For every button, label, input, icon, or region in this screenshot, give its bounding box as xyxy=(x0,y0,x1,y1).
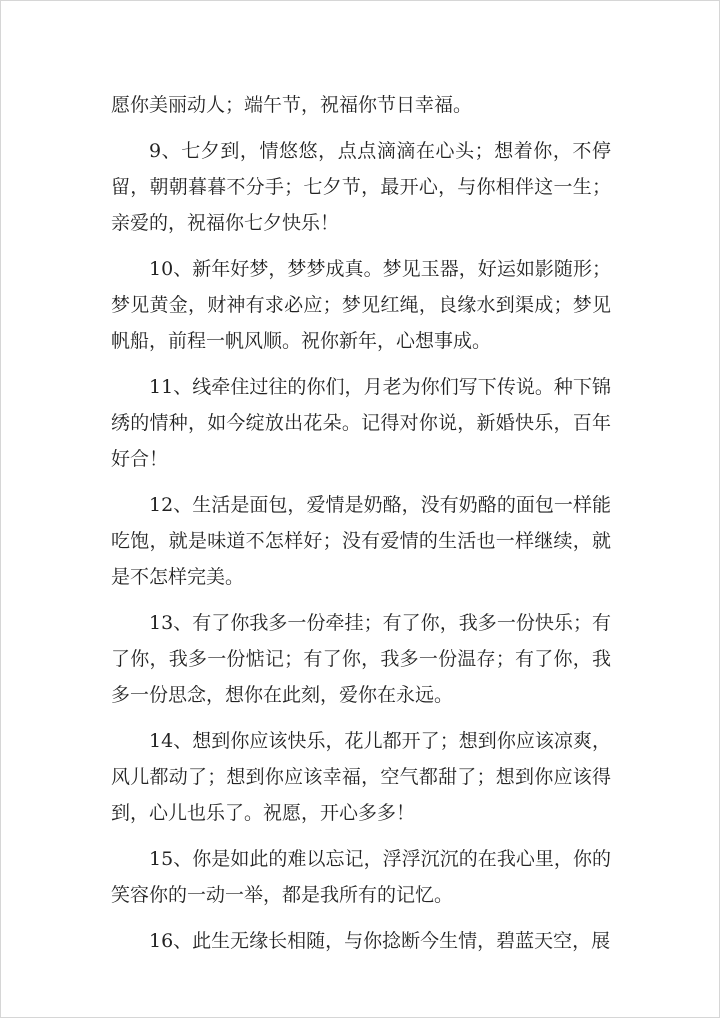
paragraph-11: 11、线牵住过往的你们，月老为你们写下传说。种下锦绣的情种，如今绽放出花朵。记得对你说，新婚快乐，百年好合！ xyxy=(111,376,611,470)
paragraph-9: 9、七夕到，情悠悠，点点滴滴在心头；想着你，不停留，朝朝暮暮不分手；七夕节，最开心，与你相伴这一生；亲爱的，祝福你七夕快乐！ xyxy=(111,140,611,234)
paragraph-15: 15、你是如此的难以忘记，浮浮沉沉的在我心里，你的笑容你的一动一举，都是我所有的记忆。 xyxy=(111,848,611,906)
paragraph-continuation: 愿你美丽动人；端午节，祝福你节日幸福。 xyxy=(111,94,473,116)
paragraph-16: 16、此生无缘长相随，与你捻断今生情，碧蓝天空，展 xyxy=(149,930,611,952)
document-body xyxy=(111,87,611,969)
paragraph-12: 12、生活是面包，爱情是奶酪，没有奶酪的面包一样能吃饱，就是味道不怎样好；没有爱情的生活也一样继续，就是不怎样完美。 xyxy=(111,494,611,588)
paragraph-10: 10、新年好梦，梦梦成真。梦见玉器，好运如影随形；梦见黄金，财神有求必应；梦见红绳，良缘水到渠成；梦见帆船，前程一帆风顺。祝你新年，心想事成。 xyxy=(111,258,611,352)
paragraph-13: 13、有了你我多一份牵挂；有了你，我多一份快乐；有了你，我多一份惦记；有了你，我多一份温存；有了你，我多一份思念，想你在此刻，爱你在永远。 xyxy=(111,612,611,706)
paragraph-14: 14、想到你应该快乐，花儿都开了；想到你应该凉爽，风儿都动了；想到你应该幸福，空气都甜了；想到你应该得到，心儿也乐了。祝愿，开心多多！ xyxy=(111,730,611,824)
